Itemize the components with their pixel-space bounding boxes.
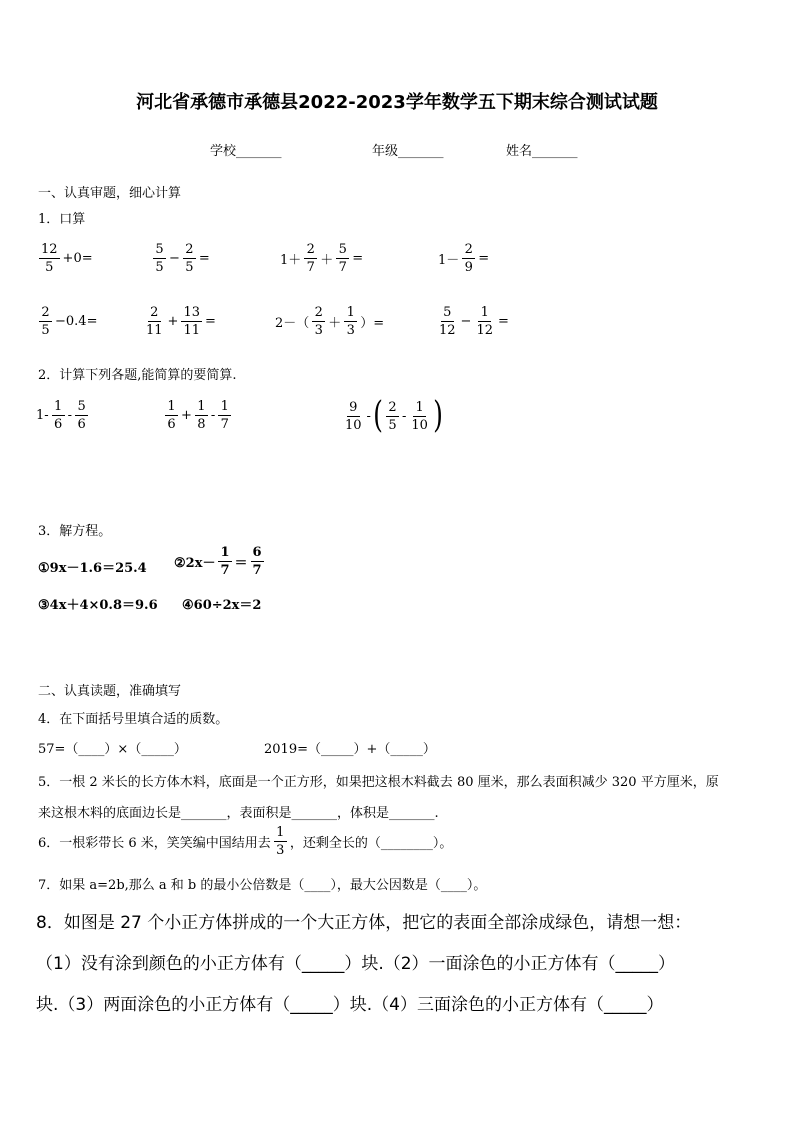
fraction: $\frac{12}{5}$	[41, 242, 58, 275]
q3-eq4: ④60÷2x＝2	[182, 598, 262, 613]
fraction: $\frac{1}{3}$	[274, 826, 287, 857]
q1-expr-r1c1: $\frac{12}{5}$ +0=	[41, 242, 93, 275]
q2-expr-3: $\frac{9}{10}$ - ( $\frac{2}{5}$ - $\frac{1}{10}$ )	[345, 395, 443, 436]
fraction: $\frac{1}{6}$	[165, 400, 178, 431]
q2-label: 2．计算下列各题,能简算的要简算.	[38, 368, 237, 383]
q3-eq2: ②2x－ $\frac{1}{7}$ ＝ $\frac{6}{7}$	[174, 545, 262, 578]
q1-expr-r1c3: 1＋ $\frac{2}{7}$ ＋ $\frac{5}{7}$ =	[280, 242, 364, 275]
fraction: $\frac{1}{7}$	[220, 545, 230, 578]
school-field: 学校_______	[210, 144, 282, 159]
q4-blank-a: 57=（____）×（_____）	[38, 742, 187, 757]
fraction: $\frac{2}{9}$	[462, 243, 475, 274]
fraction: $\frac{2}{5}$	[386, 401, 399, 432]
q1-expr-r2c4: $\frac{5}{12}$ − $\frac{1}{12}$ =	[439, 305, 509, 338]
q1-expr-r2c2: $\frac{2}{11}$ + $\frac{13}{11}$ =	[146, 305, 216, 338]
q1-expr-r2c1: $\frac{2}{5}$ −0.4=	[38, 306, 97, 337]
fraction: $\frac{1}{7}$	[218, 400, 231, 431]
left-paren: (	[373, 395, 383, 436]
fraction: $\frac{5}{12}$	[439, 305, 456, 338]
q8-line2: （1）没有涂到颜色的小正方体有（_____）块.（2）一面涂色的小正方体有（_____）	[36, 954, 676, 974]
fraction: $\frac{1}{6}$	[52, 400, 65, 431]
fraction: $\frac{2}{11}$	[146, 305, 163, 338]
q6-text: 6．一根彩带长 6 米，笑笑编中国结用去 $\frac{1}{3}$ ，还剩全长的（________）。	[38, 825, 453, 858]
q3-label: 3．解方程。	[38, 524, 112, 539]
fraction: $\frac{5}{5}$	[153, 243, 166, 274]
fraction: $\frac{2}{5}$	[39, 306, 52, 337]
q5-line1: 5．一根 2 米长的长方体木料，底面是一个正方形，如果把这根木料截去 80 厘米，那么表面积减少 320 平方厘米，原	[38, 775, 719, 790]
q7-text: 7．如果 a=2b,那么 a 和 b 的最小公倍数是（____），最大公因数是（____）。	[38, 878, 487, 893]
fraction: $\frac{1}{8}$	[195, 400, 208, 431]
fraction: $\frac{6}{7}$	[252, 545, 262, 578]
fraction: $\frac{2}{5}$	[183, 243, 196, 274]
grade-field: 年级_______	[372, 144, 444, 159]
name-field: 姓名_______	[506, 144, 578, 159]
fraction: $\frac{2}{7}$	[304, 243, 317, 274]
q4-label: 4．在下面括号里填合适的质数。	[38, 712, 229, 727]
q3-eq3: ③4x＋4×0.8＝9.6	[38, 598, 158, 613]
page-title: 河北省承德市承德县2022-2023学年数学五下期末综合测试试题	[136, 92, 658, 113]
q2-expr-2: $\frac{1}{6}$ + $\frac{1}{8}$ - $\frac{1}{7}$	[164, 400, 232, 431]
fraction: $\frac{1}{10}$	[411, 399, 428, 433]
q3-eq1: ①9x－1.6＝25.4	[38, 561, 147, 576]
q1-label: 1．口算	[38, 212, 86, 227]
right-paren: )	[433, 395, 443, 436]
fraction: $\frac{1}{12}$	[476, 305, 493, 338]
q5-line2: 来这根木料的底面边长是_______，表面积是_______，体积是_______.	[38, 806, 439, 821]
section2-heading: 二、认真读题，准确填写	[38, 684, 182, 699]
q1-expr-r1c2: $\frac{5}{5}$ − $\frac{2}{5}$ =	[152, 243, 210, 274]
q8-line3: 块.（3）两面涂色的小正方体有（_____）块.（4）三面涂色的小正方体有（_____）	[36, 995, 664, 1015]
fraction: $\frac{9}{10}$	[345, 399, 362, 433]
q1-expr-r2c3: 2－（ $\frac{2}{3}$ ＋ $\frac{1}{3}$ ）=	[275, 305, 385, 338]
q8-line1: 8．如图是 27 个小正方体拼成的一个大正方体，把它的表面全部涂成绿色，请想一想：	[36, 913, 692, 933]
q2-expr-1: 1- $\frac{1}{6}$ - $\frac{5}{6}$	[36, 400, 89, 431]
fraction: $\frac{5}{7}$	[336, 243, 349, 274]
section1-heading: 一、认真审题，细心计算	[38, 186, 182, 201]
fraction: $\frac{1}{3}$	[344, 306, 357, 337]
q1-expr-r1c4: 1－ $\frac{2}{9}$ =	[438, 242, 490, 275]
fraction: $\frac{2}{3}$	[312, 306, 325, 337]
fraction: $\frac{5}{6}$	[75, 400, 88, 431]
fraction: $\frac{13}{11}$	[183, 305, 200, 338]
q4-blank-b: 2019=（_____）+（_____）	[264, 742, 436, 757]
